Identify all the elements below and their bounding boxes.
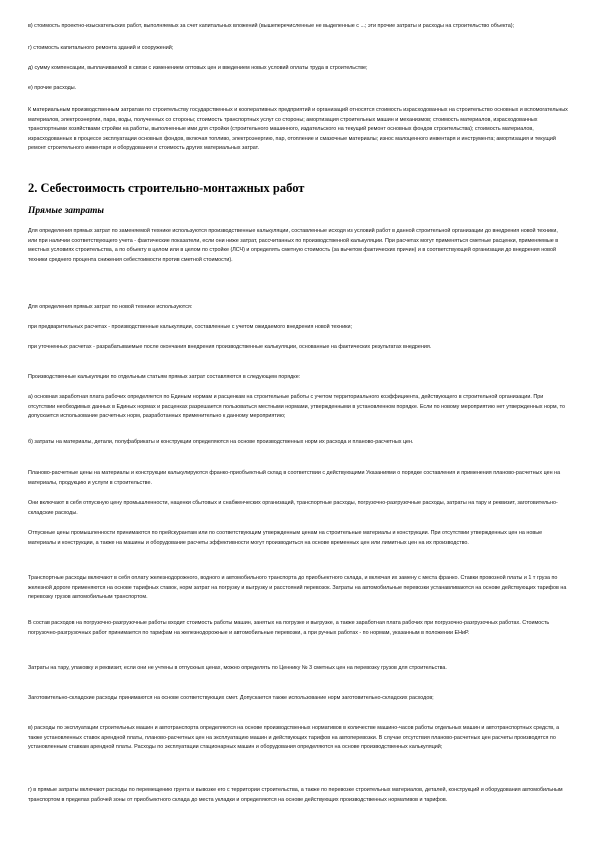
paragraph-wholesale-prices: Отпускные цены промышленности принимаются по прейскурантам или по соответствующим утвержденным ценам на строительные материалы и конструкции. При отсутствии утвержденных цен на новые материалы и конструкции, а также на машины и оборудование расчеты эффективности могут производиться на основе временных цен или лимитных цен на их производство. xyxy=(28,530,543,546)
paragraph-direct-costs-new-tech: Для определения прямых затрат по новой технике используются: xyxy=(28,304,193,310)
paragraph-preliminary-calcs: при предварительных расчетах - производственные калькуляции, составленные с учетом ожидаемого внедрения новой техники; xyxy=(28,324,352,330)
paragraph-warehouse-costs: Заготовительно-складские расходы принимаются на основе соответствующих смет. Допускается также использование норм заготовительно-складских расходов; xyxy=(28,695,434,701)
paragraph-item-g: г) стоимость капитального ремонта зданий и сооружений; xyxy=(28,45,174,51)
paragraph-loading-costs: В состав расходов на погрузочно-разгрузочные работы входит стоимость работы машин, занятых на погрузке и выгрузке, а также заработная плата рабочих при погрузочно-разгрузочных работах. Стоимость погрузочно-разгрузочных работ принимается по тарифам на железнодорожные и автомобильные перевозки, а при ручных работах - по нормам, указанным в положении ЕНиР. xyxy=(28,620,550,636)
paragraph-transport-costs: Транспортные расходы включают в себя оплату железнодорожного, водного и автомобильного транспорта до приобъектного склада, и включая их замену с места франко. Ставки провозной платы и 1 т груза по железной дороге применяются на основе тарифных ставок, норм затрат на погрузку и выгрузку и расстояний перевозок. Затраты на автомобильные перевозки устанавливаются на основе действующих тарифов на перевозку грузов автомобильным транспортом. xyxy=(28,575,567,601)
paragraph-packaging-costs: Затраты на тару, упаковку и реквизит, если они не учтены в отпускных ценах, можно определять по Ценнику № 3 сметных цен на перевозку грузов для строительства. xyxy=(28,665,447,671)
paragraph-planned-prices: Планово-расчетные цены на материалы и конструкции калькулируются франко-приобъектный склад в соответствии с действующими Указаниями о порядке составления и применения планово-расчетных цен на материалы, продукцию и услуги в строительстве. xyxy=(28,470,561,486)
paragraph-price-components: Они включают в себя отпускную цену промышленности, наценки сбытовых и снабженческих организаций, транспортные расходы, погрузочно-разгрузочные расходы, затраты на тару и реквизит, заготовительно-складские расходы. xyxy=(28,500,558,516)
paragraph-item-v: в) стоимость проектно-изыскательских работ, выполняемых за счет капитальных вложений (вышеперечисленные не выделенные с ...; эти прочие затраты и расходы на строительство объекта); xyxy=(28,23,515,29)
paragraph-item-d: д) сумму компенсации, выплачиваемой в связи с изменением оптовых цен и введением новых условий оплаты труда в строительстве; xyxy=(28,65,368,71)
paragraph-direct-costs-old-tech: Для определения прямых затрат по заменяемой технике используются производственные калькуляции, составленные исходя из условий работ в данной строительной организации до внедрения новой техники, или при наличии соответствующего учета - фактические показатели, если они ниже затрат, рассчитанных по производственной калькуляции. При расчетах могут применяться сметные расценки, применяемые в местных условиях строительства, а по объекту в целом или в целом по стройке (ЛСЧ) и определять сметную стоимость (за вычетом фактических причин) и в соответствующей организации до внедрения новой техники среднего процента снижения себестоимости против сметной стоимости). xyxy=(28,228,559,263)
paragraph-material-costs: К материальным производственным затратам по строительству государственных и кооперативных предприятий и организаций относятся стоимость израсходованных на строительство основных и вспомогательных материалов, электроэнергии, пара, воды, полученных со стороны; стоимость транспортных услуг со стороны; амортизация строительных машин и механизмов; стоимость материалов, израсходованных транспортными хозяйствами стройки на работы, выполненные ими для стройки (строительного машинного, издательского на текущий ремонт основных фондов строительства); стоимость материалов, израсходованных в процессе эксплуатации основных фондов, включая топливо, электроэнергию, пар, отопление и смазочные материалы; износ малоценного инвентаря и инструмента; амортизация и текущий ремонт строительного инвентаря и оборудования и стоимость других материальных затрат. xyxy=(28,107,568,152)
paragraph-item-b-materials: б) затраты на материалы, детали, полуфабрикаты и конструкции определяются на основе производственных норм их расхода и планово-расчетных цен. xyxy=(28,439,414,445)
paragraph-item-a-wages: а) основная заработная плата рабочих определяется по Единым нормам и расценкам на строительные работы с учетом территориального коэффициента, действующего в строительной организации. При отсутствии необходимых данных в Единых нормах и расценках разрешается пользоваться местными нормами, утвержденными в установленном порядке. Если по новому мероприятию нет утвержденных норм, то допускается использование расчетных норм, разработанных применительно к данному мероприятию; xyxy=(28,394,566,420)
section-subheading: Прямые затраты xyxy=(28,206,104,216)
paragraph-item-g-soil: г) в прямые затраты включают расходы по перемещению грунта и вывозке его с территории строительства, а также по перевозке строительных материалов, деталей, конструкций и оборудования автомобильным транспортом в пределах рабочей зоны от приобъектного склада до места укладки и определяются на основе действующих производственных нормативов и тарифов. xyxy=(28,787,563,803)
paragraph-item-e: е) прочие расходы. xyxy=(28,85,77,91)
paragraph-refined-calcs: при уточненных расчетах - разрабатываемые после окончания внедрения производственные калькуляции, основанные на фактических результатах внедрения. xyxy=(28,344,432,350)
paragraph-item-v-machines: в) расходы по эксплуатации строительных машин и автотранспорта определяются на основе производственных нормативов в количестве машино-часов работы отдельных машин и автотранспортных средств, а также установленных ставок арендной платы, планово-расчетных цен на эксплуатацию машин и действующих тарифов на автоперевозки. В случае отсутствия планово-расчетных цен расчеты производятся по установленным ставкам арендной платы. Расходы по эксплуатации стационарных машин и оборудования определяются на основе производственных калькуляций; xyxy=(28,725,560,751)
section-heading: 2. Себестоимость строительно-монтажных работ xyxy=(28,181,305,195)
paragraph-calculation-order: Производственные калькуляции по отдельным статьям прямых затрат составляются в следующем порядке: xyxy=(28,374,301,380)
